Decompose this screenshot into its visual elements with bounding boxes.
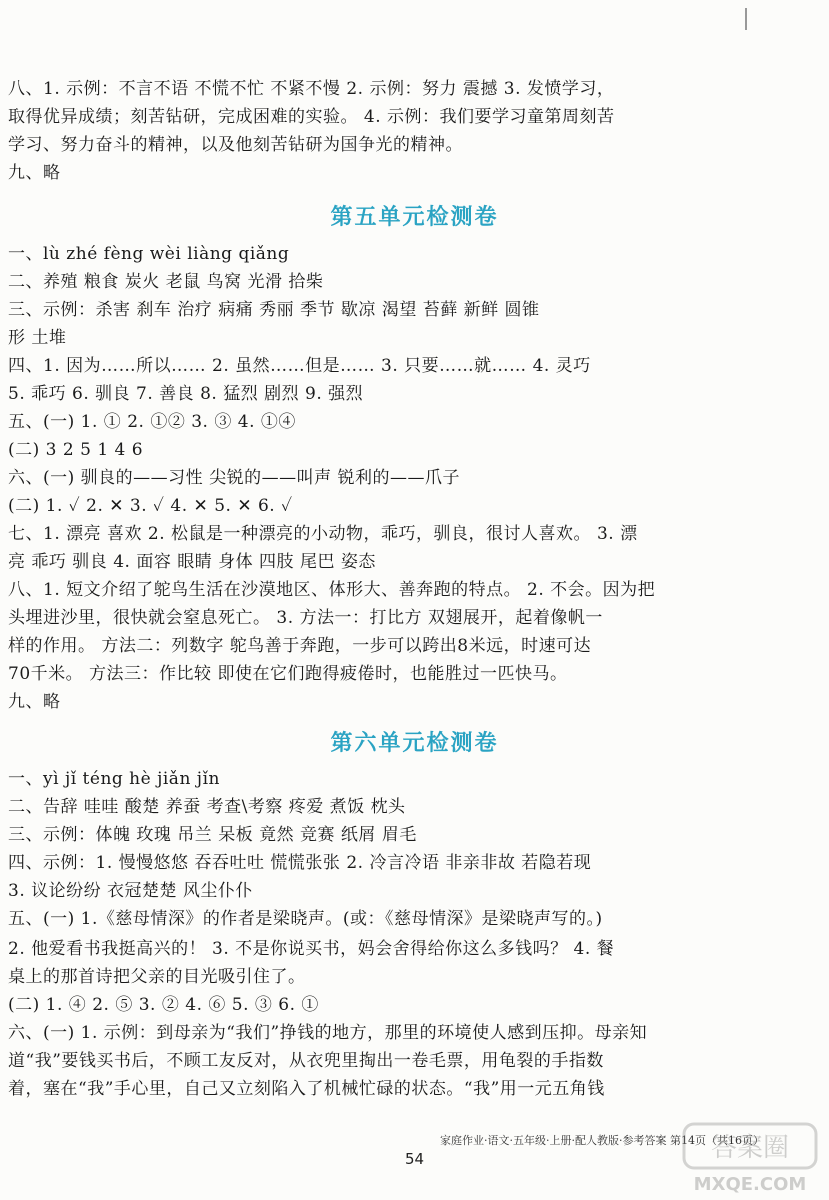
- watermark-bottom-text: MXQE.COM: [693, 1174, 807, 1195]
- answer-line: 二、养殖 粮食 炭火 老鼠 鸟窝 光滑 拾柴: [8, 272, 324, 292]
- watermark-top-text: 答案圈: [710, 1133, 790, 1163]
- footer-caption: 家庭作业·语文·五年级·上册·配人教版·参考答案 第14页（共16页）: [440, 1134, 764, 1147]
- answer-line: 道“我”要钱买书后，不顾工友反对，从衣兜里掏出一卷毛票，用龟裂的手指数: [8, 1051, 604, 1071]
- answer-line: 六、(一) 1. 示例：到母亲为“我们”挣钱的地方，那里的环境使人感到压抑。母亲知: [8, 1023, 648, 1043]
- page-number: 54: [404, 1150, 425, 1168]
- answer-line: 一、yì jǐ téng hè jiǎn jǐn: [8, 769, 220, 789]
- answer-line: 70千米。 方法三：作比较 即使在它们跑得疲倦时，也能胜过一匹快马。: [8, 664, 568, 684]
- section-heading: 第六单元检测卷: [330, 731, 499, 756]
- answer-line: 2. 他爱看书我挺高兴的！ 3. 不是你说买书，妈会舍得给你这么多钱吗？ 4. 餐: [8, 939, 615, 959]
- answer-line: 六、(一) 驯良的——习性 尖锐的——叫声 锐利的——爪子: [8, 468, 460, 488]
- answer-line: 样的作用。 方法二：列数字 鸵鸟善于奔跑，一步可以跨出8米远，时速可达: [8, 636, 592, 656]
- answer-line: 五、(一) 1. ① 2. ①② 3. ③ 4. ①④: [8, 412, 296, 432]
- answer-line: (二) 1. ✓ 2. ✕ 3. ✓ 4. ✕ 5. ✕ 6. ✓: [8, 496, 293, 516]
- answer-line: 学习、努力奋斗的精神，以及他刻苦钻研为国争光的精神。: [8, 135, 463, 155]
- answer-line: 形 土堆: [8, 328, 67, 348]
- answer-line: 四、1. 因为……所以…… 2. 虽然……但是…… 3. 只要……就…… 4. 灵巧: [8, 356, 591, 376]
- answer-line: 一、lù zhé fèng wèi liàng qiǎng: [8, 244, 290, 264]
- answer-line: 七、1. 漂亮 喜欢 2. 松鼠是一种漂亮的小动物，乖巧，驯良，很讨人喜欢。 3. 漂: [8, 524, 638, 544]
- watermark-logo: [680, 1120, 820, 1195]
- answer-line: 三、示例：杀害 刹车 治疗 病痛 秀丽 季节 歇凉 渴望 苔藓 新鲜 圆锥: [8, 300, 540, 320]
- answer-line: 亮 乖巧 驯良 4. 面容 眼睛 身体 四肢 尾巴 姿态: [8, 552, 376, 572]
- answer-line: 五、(一) 1.《慈母情深》的作者是梁晓声。(或：《慈母情深》是梁晓声写的。): [8, 909, 603, 929]
- answer-line: 九、略: [8, 692, 61, 712]
- answer-line: 八、1. 短文介绍了鸵鸟生活在沙漠地区、体形大、善奔跑的特点。 2. 不会。因为把: [8, 580, 656, 600]
- answer-line: (二) 1. ④ 2. ⑤ 3. ② 4. ⑥ 5. ③ 6. ①: [8, 995, 319, 1015]
- answer-line: 取得优异成绩；刻苦钻研，完成困难的实验。 4. 示例：我们要学习童第周刻苦: [8, 107, 615, 127]
- answer-line: 四、示例：1. 慢慢悠悠 吞吞吐吐 慌慌张张 2. 冷言冷语 非亲非故 若隐若现: [8, 853, 592, 873]
- answer-line: (二) 3 2 5 1 4 6: [8, 440, 144, 460]
- answer-line: 九、略: [8, 163, 61, 183]
- answer-line: 3. 议论纷纷 衣冠楚楚 风尘仆仆: [8, 881, 253, 901]
- answer-line: 5. 乖巧 6. 驯良 7. 善良 8. 猛烈 剧烈 9. 强烈: [8, 384, 364, 404]
- answer-line: 头埋进沙里，很快就会窒息死亡。 3. 方法一：打比方 双翅展开，起着像帆一: [8, 608, 603, 628]
- answer-line: 桌上的那首诗把父亲的目光吸引住了。: [8, 967, 306, 987]
- corner-crop-mark: [745, 8, 747, 30]
- answer-line: 着，塞在“我”手心里，自己又立刻陷入了机械忙碌的状态。“我”用一元五角钱: [8, 1079, 605, 1099]
- answer-line: 二、告辞 哇哇 酸楚 养蚕 考查\考察 疼爱 煮饭 枕头: [8, 797, 406, 817]
- section-heading: 第五单元检测卷: [330, 205, 499, 230]
- answer-line: 八、1. 示例：不言不语 不慌不忙 不紧不慢 2. 示例：努力 震撼 3. 发愤学习，: [8, 79, 615, 99]
- answer-line: 三、示例：体魄 玫瑰 吊兰 呆板 竟然 竞赛 纸屑 眉毛: [8, 825, 417, 845]
